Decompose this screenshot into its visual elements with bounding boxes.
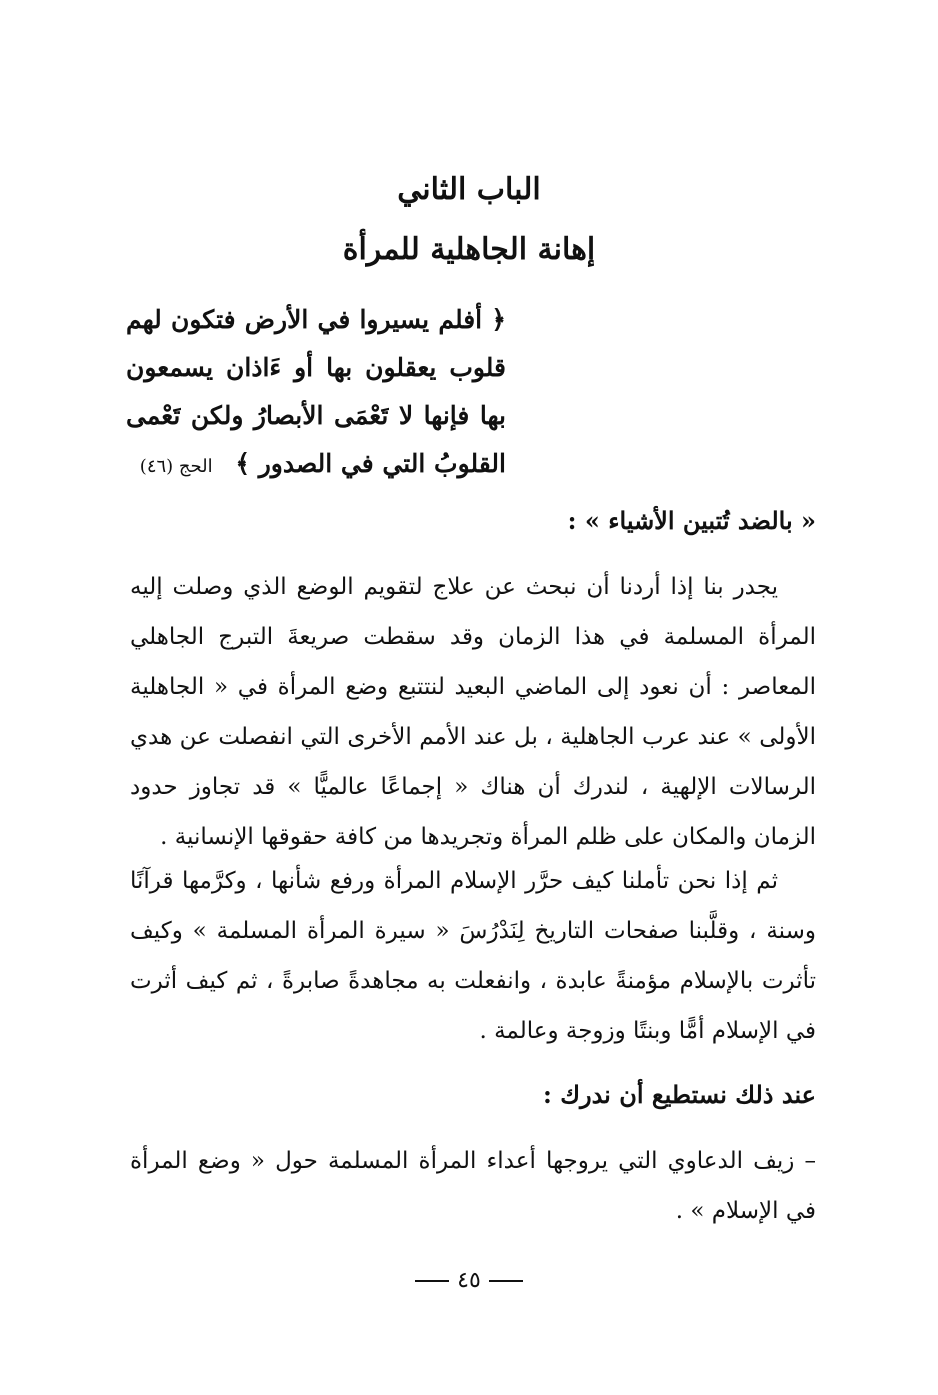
quran-verse	[126, 296, 506, 491]
page-number	[0, 1268, 938, 1293]
paragraph: – زيف الدعاوي التي يروجها أعداء المرأة المسلمة حول « وضع المرأة في الإسلام » .	[130, 1148, 816, 1224]
chapter-title: الباب الثاني	[397, 172, 541, 207]
paragraph: يجدر بنا إذا أردنا أن نبحث عن علاج لتقويم الوضع الذي وصلت إليه المرأة المسلمة في هذا الزمان وقد سقطت صريعةَ التبرج الجاهلي المعاصر : أن نعود إلى الماضي البعيد لنتتبع وضع المرأة في « الجاهلية الأولى » عند عرب الجاهلية ، بل عند الأمم الأخرى التي انفصلت عن هدي الرسالات الإلهية ، لندرك أن هناك « إجماعًا عالميًّا » قد تجاوز حدود الزمان والمكان على ظلم المرأة وتجريدها من كافة حقوقها الإنسانية .	[130, 574, 816, 850]
chapter-subtitle: إهانة الجاهلية للمرأة	[342, 232, 596, 267]
dash-left	[415, 1280, 449, 1282]
page-number-text: ٤٥	[457, 1268, 481, 1293]
dash-right	[489, 1280, 523, 1282]
verse-text: ﴿ أفلم يسيروا في الأرض فتكون لهم قلوب يعقلون بها أو ءَاذان يسمعون بها فإنها لا تَعْمَى الأبصارُ ولكن تَعْمى القلوبُ التي في الصدور ﴾	[126, 305, 506, 478]
section-heading: عند ذلك نستطيع أن ندرك :	[543, 1080, 816, 1109]
verse-reference: الحج (٤٦)	[139, 456, 213, 477]
paragraph: ثم إذا نحن تأملنا كيف حرَّر الإسلام المرأة ورفع شأنها ، وكرَّمها قرآنًا وسنة ، وقلَّبنا صفحات التاريخ لِنَدْرُسَ « سيرة المرأة المسلمة » وكيف تأثرت بالإسلام مؤمنةً عابدة ، وانفعلت به مجاهدةً صابرةً ، ثم كيف أثرت في الإسلام أمًّا وبنتًا وزوجة وعالمة .	[130, 868, 816, 1044]
section-heading: « بالضد تُتبين الأشياء » :	[567, 506, 816, 535]
